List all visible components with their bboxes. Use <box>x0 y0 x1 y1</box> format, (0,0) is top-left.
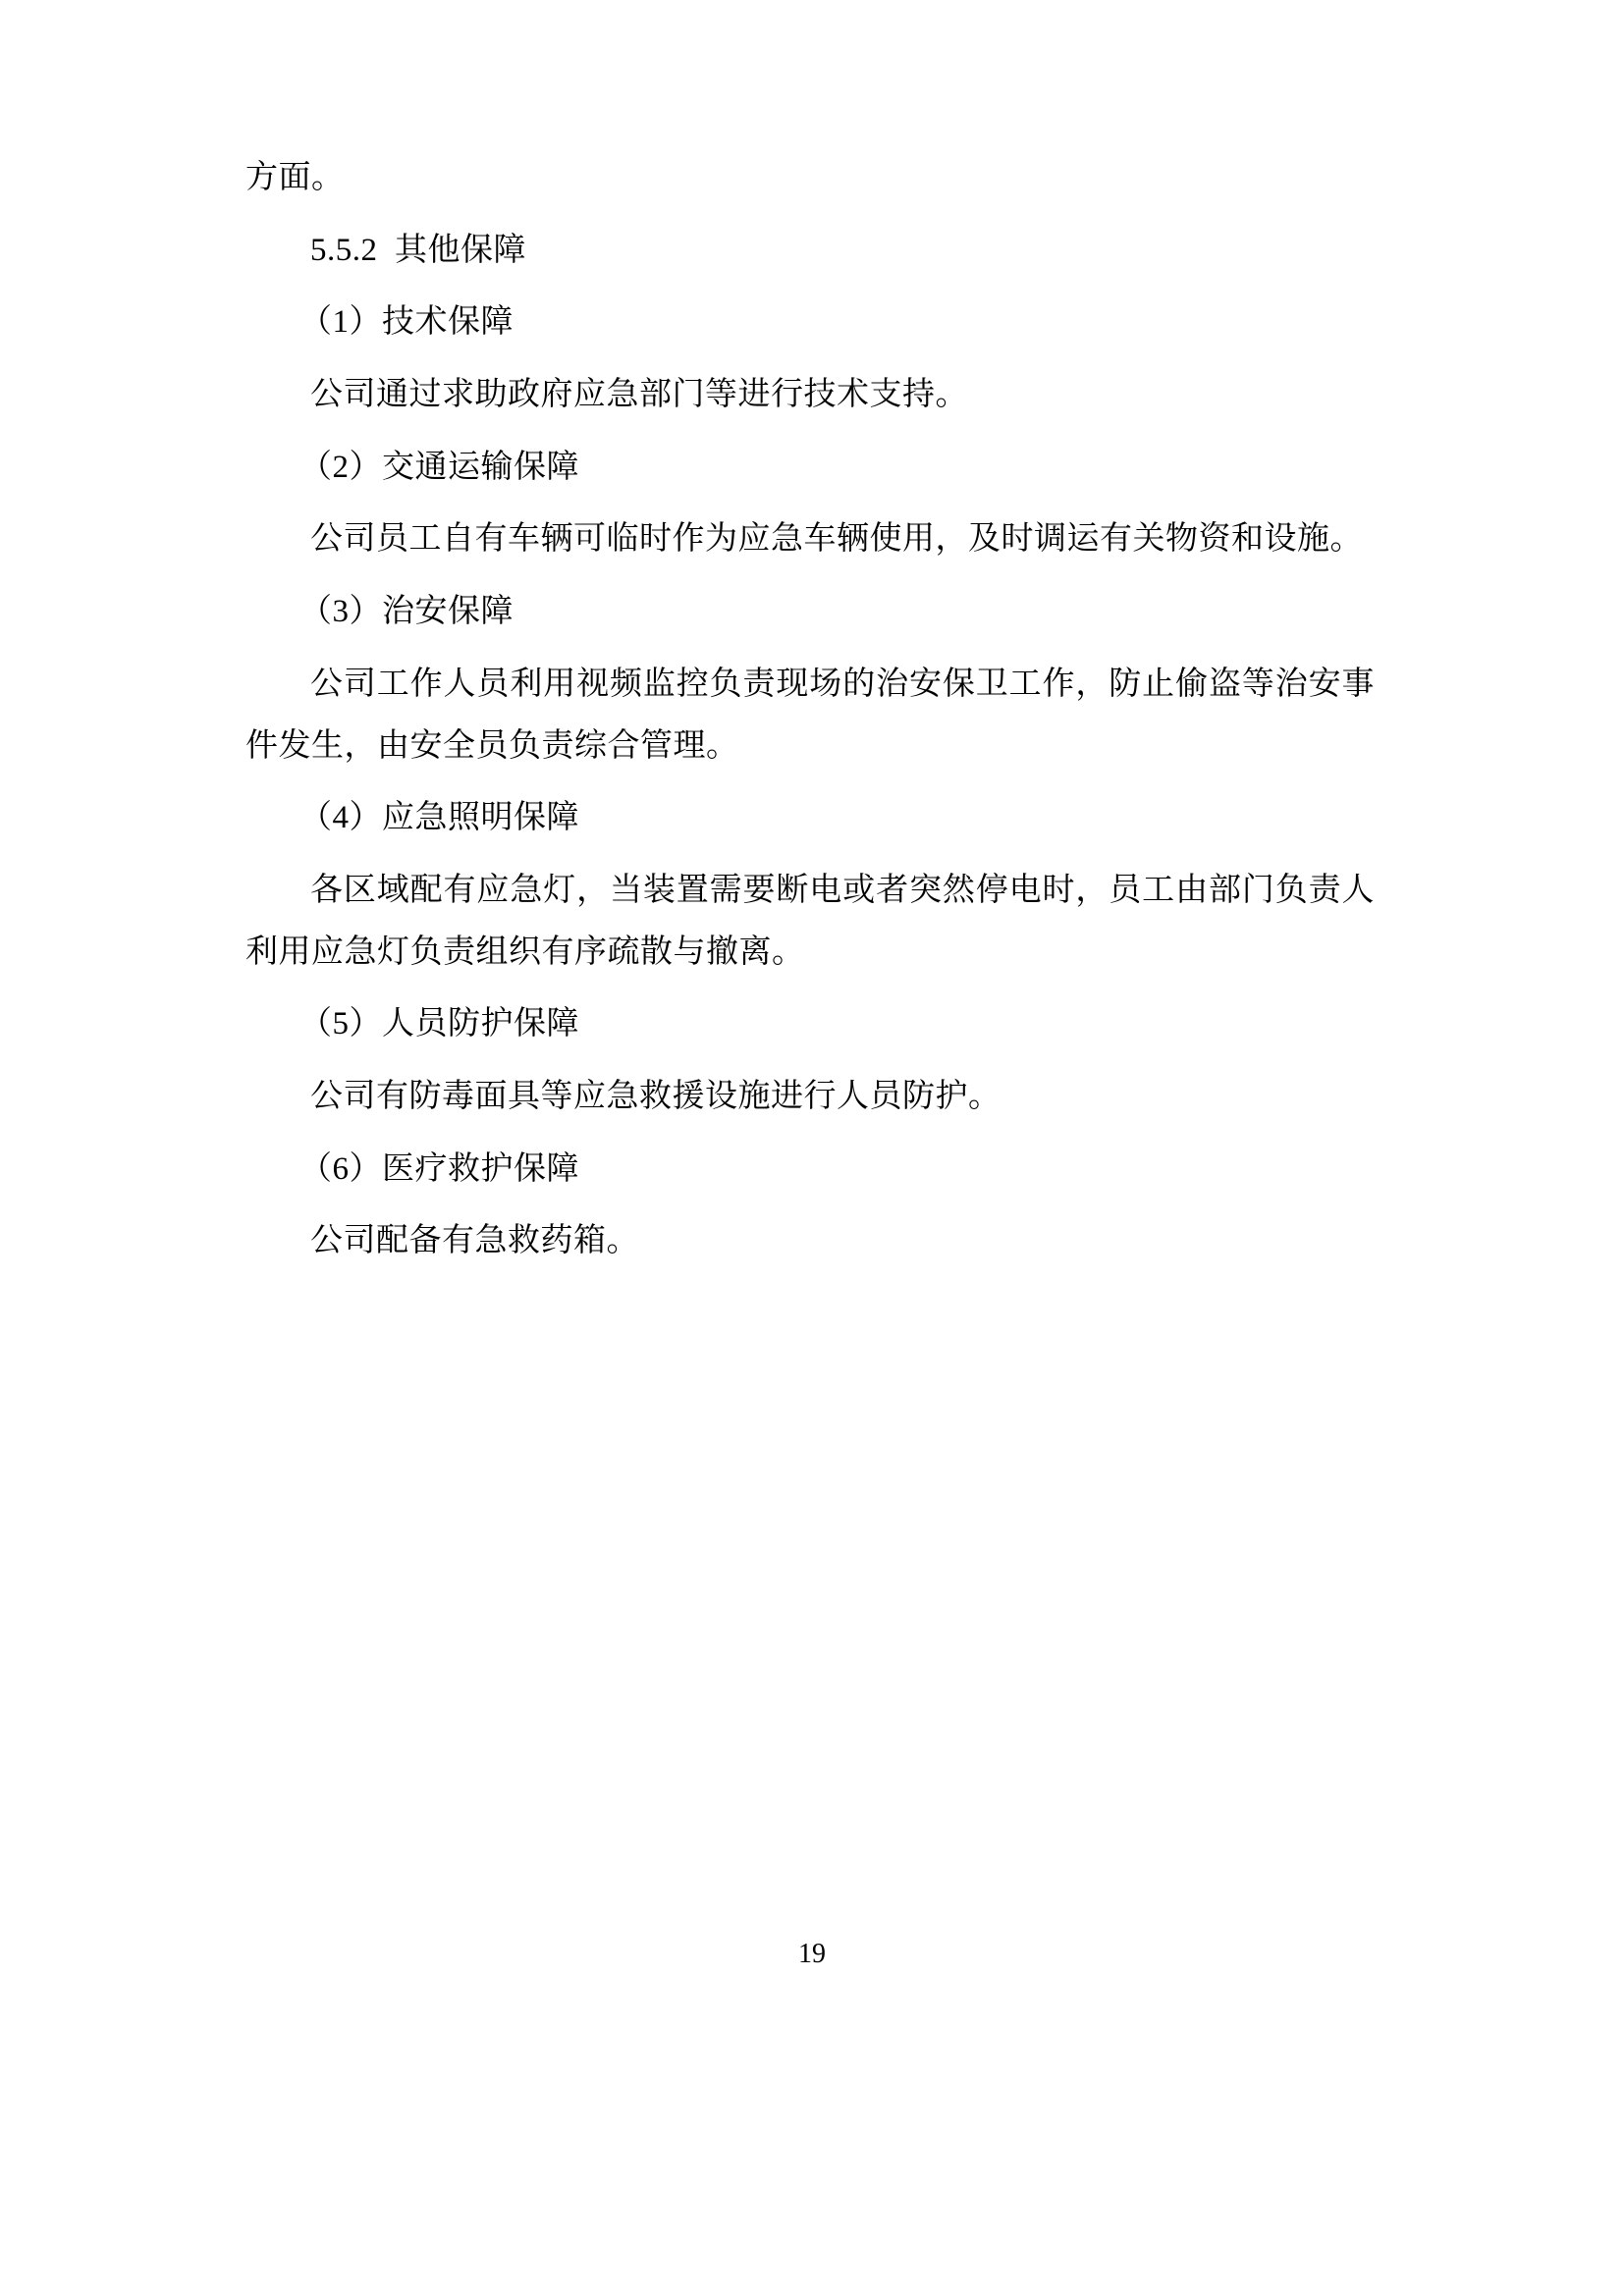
list-item-5-title: （5）人员防护保障 <box>299 1006 579 1042</box>
list-item-4-body: 各区域配有应急灯，当装置需要断电或者突然停电时，员工由部门负责人利用应急灯负责组织有序疏散与撤离。 <box>245 872 1375 970</box>
list-item-2-title: （2）交通运输保障 <box>299 449 579 485</box>
document-body <box>245 147 1375 1272</box>
list-item-6-title: （6）医疗救护保障 <box>299 1150 579 1187</box>
list-item-6-body: 公司配备有急救药箱。 <box>310 1223 639 1259</box>
page-number: 19 <box>798 1939 826 1969</box>
list-item-2-body: 公司员工自有车辆可临时作为应急车辆使用，及时调运有关物资和设施。 <box>310 521 1363 558</box>
list-item-3-body: 公司工作人员利用视频监控负责现场的治安保卫工作，防止偷盗等治安事件发生，由安全员负责综合管理。 <box>245 666 1375 764</box>
list-item-1-body: 公司通过求助政府应急部门等进行技术支持。 <box>310 377 968 413</box>
section-heading-5-5-2: 5.5.2 其他保障 <box>310 232 526 268</box>
list-item-1-title: （1）技术保障 <box>299 304 514 341</box>
list-item-4-title: （4）应急照明保障 <box>299 800 579 836</box>
paragraph-continuation: 方面。 <box>245 160 345 195</box>
list-item-3-title: （3）治安保障 <box>299 594 514 630</box>
list-item-5-body: 公司有防毒面具等应急救援设施进行人员防护。 <box>310 1078 1001 1114</box>
